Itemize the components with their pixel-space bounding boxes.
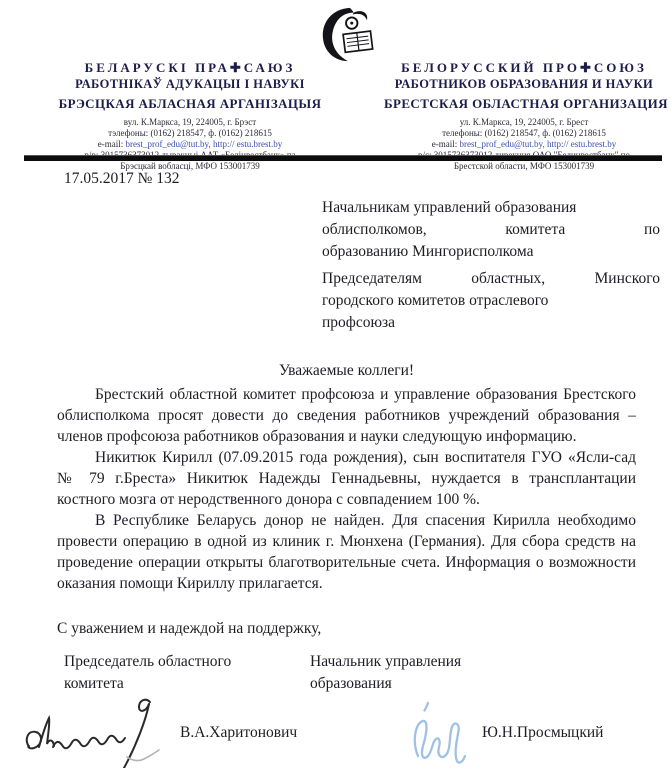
org-name-line3-be: БРЭСЦКАЯ АБЛАСНАЯ АРГАНІЗАЦЫЯ bbox=[58, 96, 322, 111]
body-paragraph-1: Брестский областной комитет профсоюза и управление образования Брестского облисполкома просят довести до сведения работников учреждений образования – членов профсоюза работников образования и науки следующую информацию. bbox=[57, 386, 636, 445]
letter-body bbox=[57, 360, 636, 594]
email-address: brest_prof_edu@tut.by, bbox=[125, 139, 211, 149]
body-paragraph-2: Никитюк Кирилл (07.09.2015 года рождения), сын воспитателя ГУО «Ясли-сад № 79 г.Бреста» Никитюк Надежды Геннадьевны, нуждается в трансплантации костного мозга от неродственного донора с совпадением 100 %. bbox=[57, 449, 636, 508]
recipient-line: Начальникам управлений образования bbox=[322, 199, 577, 216]
title-line: комитета bbox=[64, 675, 124, 692]
recipient-line: образованию Мингорисполкома bbox=[322, 243, 534, 260]
recipient-line: облисполкомов, комитета по bbox=[322, 221, 660, 238]
body-paragraph-3: В Республике Беларусь донор не найден. Для спасения Кирилла необходимо провести операцию в одной из клиник г. Мюнхена (Германия). Для сбора средств на проведение операции открыты благотворительные счета. Информация о возможности оказания помощи Кириллу прилагается. bbox=[57, 512, 636, 592]
title-line: Председатель областного bbox=[64, 653, 232, 670]
org-name-line2-be: РАБОТНІКАЎ АДУКАЦЫІ І НАВУКІ bbox=[75, 77, 305, 91]
closing-regards: С уважением и надеждой на поддержку, bbox=[57, 620, 322, 637]
org-address-be bbox=[56, 117, 324, 172]
title-line: Начальник управления bbox=[310, 653, 462, 670]
org-name-line1-be: БЕЛАРУСКІ ПРА✚САЮЗ bbox=[84, 60, 296, 75]
signature-prosmytsky bbox=[398, 698, 482, 766]
phone-line: тэлефоны: (0162) 218547, ф. (0162) 218615 bbox=[108, 128, 272, 138]
bank-line2: Брэсцкай вобласці, МФО 153001739 bbox=[120, 161, 260, 171]
bank-line2: Брестской области, МФО 153001739 bbox=[453, 161, 595, 171]
website-url: http:// estu.brest.by bbox=[546, 139, 617, 149]
recipient-line: профсоюза bbox=[322, 314, 396, 331]
org-name-line2-ru: РАБОТНИКОВ ОБРАЗОВАНИЯ И НАУКИ bbox=[394, 77, 654, 91]
address-line: ул. К.Маркса, 19, 224005, г. Брест bbox=[459, 117, 589, 127]
website-url: http:// estu.brest.by bbox=[212, 139, 283, 149]
address-line: вул. К.Маркса, 19, 224005, г. Брэст bbox=[123, 117, 257, 127]
signer-title-right bbox=[310, 651, 530, 695]
org-name-line1-ru: БЕЛОРУССКИЙ ПРО✚СОЮЗ bbox=[401, 60, 647, 75]
phone-line: телефоны: (0162) 218547, ф. (0162) 218615 bbox=[442, 128, 606, 138]
org-address-ru bbox=[384, 117, 664, 172]
signer-name-left: В.А.Харитонович bbox=[180, 724, 298, 741]
email-line bbox=[384, 139, 664, 150]
signature-kharitonovich bbox=[15, 695, 175, 768]
title-line: образования bbox=[310, 675, 392, 692]
email-address: brest_prof_edu@tut.by, bbox=[459, 139, 545, 149]
email-label: e-mail: bbox=[97, 139, 124, 149]
email-line bbox=[56, 139, 324, 150]
signer-name-right: Ю.Н.Просмыцкий bbox=[482, 724, 604, 741]
date-and-ref-number: 17.05.2017 № 132 bbox=[64, 170, 180, 187]
org-name-line3-ru: БРЕСТСКАЯ ОБЛАСТНАЯ ОРГАНИЗАЦИЯ bbox=[384, 96, 668, 111]
recipient-line: городского комитетов отраслевого bbox=[322, 292, 549, 309]
signer-title-left bbox=[64, 651, 304, 695]
recipient-line: Председателям областных, Минского bbox=[322, 270, 660, 287]
salutation: Уважаемые коллеги! bbox=[278, 362, 415, 379]
union-emblem-logo bbox=[316, 6, 378, 63]
email-label: e-mail: bbox=[431, 139, 458, 149]
recipient-block bbox=[322, 197, 660, 334]
header-divider-rule bbox=[24, 155, 662, 161]
